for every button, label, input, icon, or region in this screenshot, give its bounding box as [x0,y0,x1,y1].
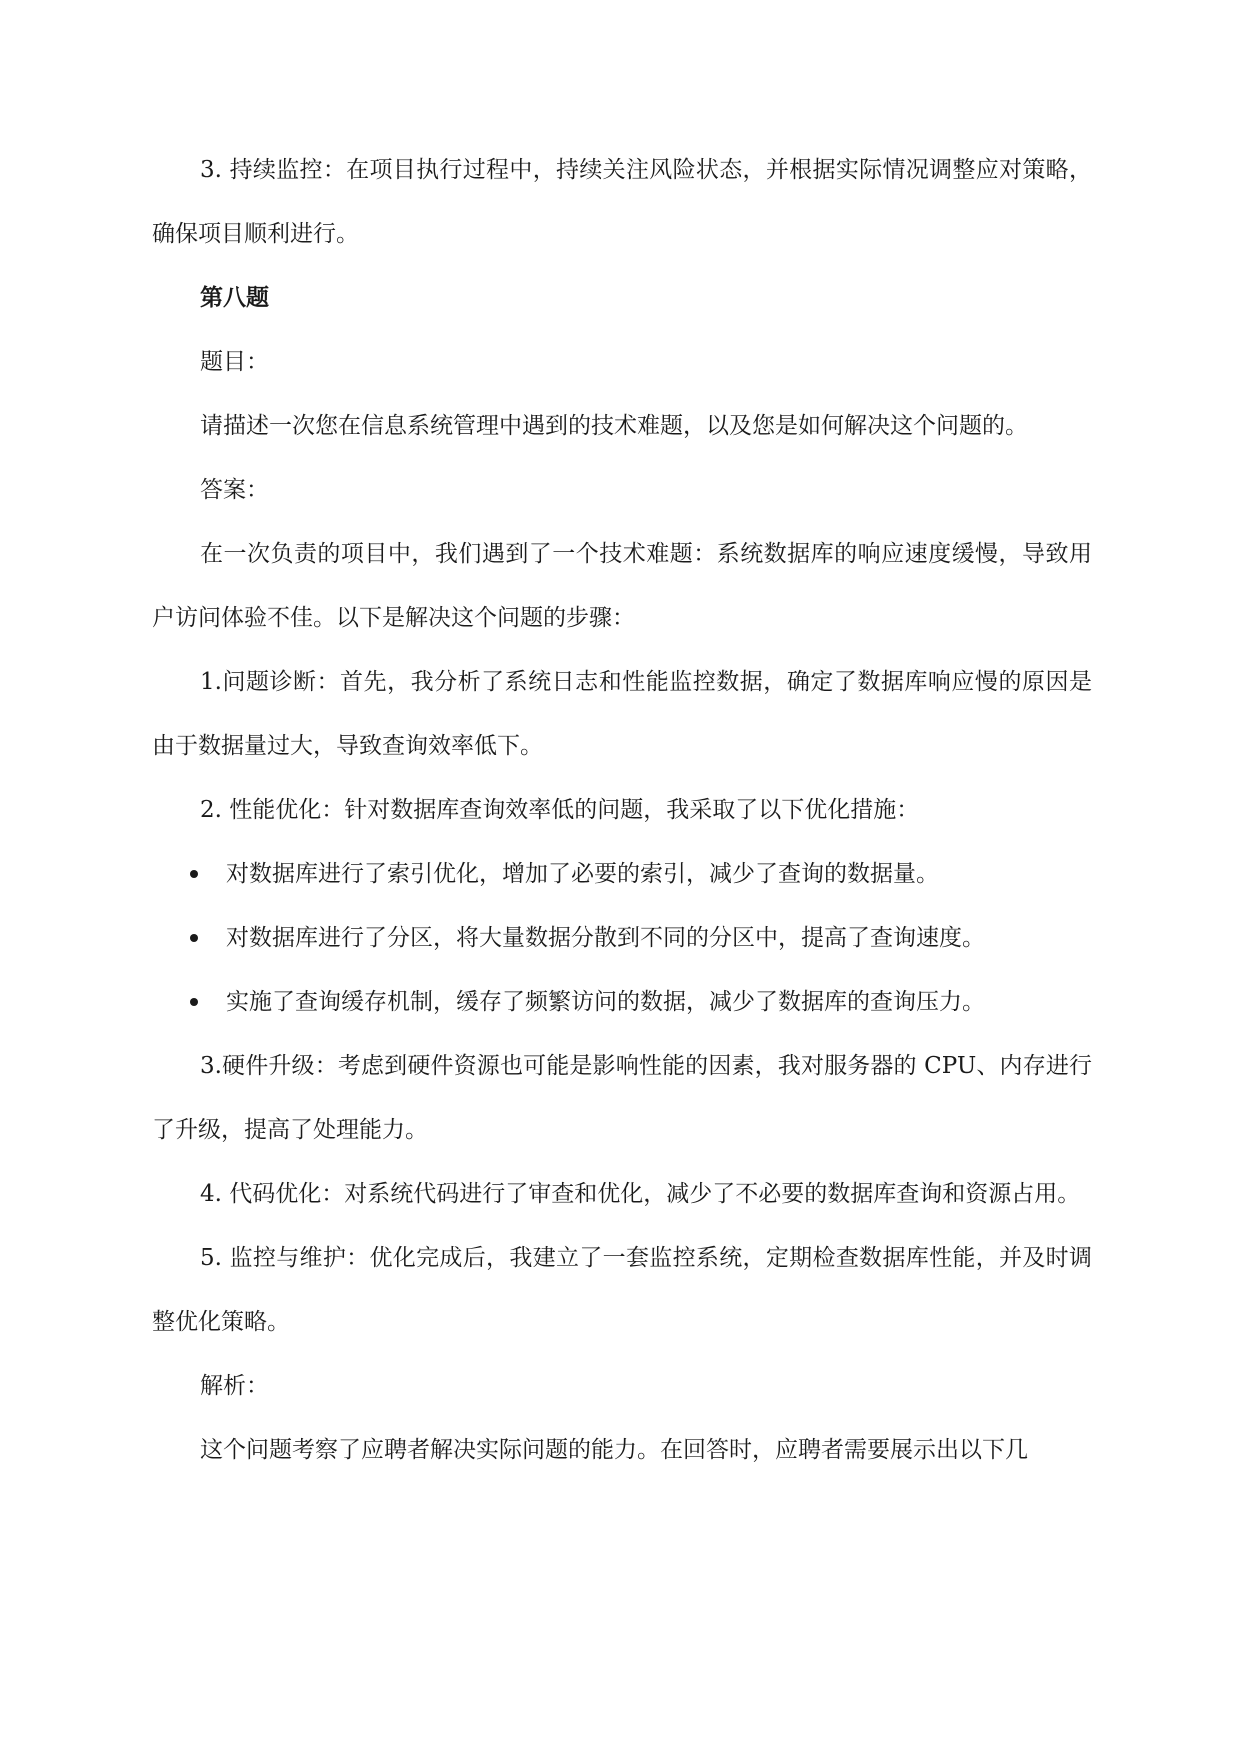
list-item-text: 对数据库进行了分区，将大量数据分散到不同的分区中，提高了查询速度。 [226,925,985,951]
step-monitoring-maintenance: 5. 监控与维护：优化完成后，我建立了一套监控系统，定期检查数据库性能，并及时调整优化策略。 [152,1245,1092,1335]
step-code-optimization: 4. 代码优化：对系统代码进行了审查和优化，减少了不必要的数据库查询和资源占用。 [200,1181,1081,1207]
question-label: 题目： [200,349,269,375]
step-hardware-upgrade: 3.硬件升级：考虑到硬件资源也可能是影响性能的因素，我对服务器的 CPU、内存进行了升级，提高了处理能力。 [152,1053,1092,1143]
answer-intro: 在一次负责的项目中，我们遇到了一个技术难题：系统数据库的响应速度缓慢，导致用户访问体验不佳。以下是解决这个问题的步骤： [152,541,1092,631]
optimization-item-cache [152,970,1092,1034]
optimization-list [152,842,1092,1034]
document-body [152,138,1092,1482]
bullet-icon [190,934,198,942]
list-item-text: 对数据库进行了索引优化，增加了必要的索引，减少了查询的数据量。 [226,861,939,887]
answer-label: 答案： [200,477,269,503]
step-performance-optimization: 2. 性能优化：针对数据库查询效率低的问题，我采取了以下优化措施： [200,797,920,823]
analysis-label: 解析： [200,1373,269,1399]
analysis-text: 这个问题考察了应聘者解决实际问题的能力。在回答时，应聘者需要展示出以下几 [200,1437,1028,1463]
question-heading: 第八题 [200,284,269,311]
optimization-item-index [152,842,1092,906]
paragraph-continuous-monitoring: 3. 持续监控：在项目执行过程中，持续关注风险状态，并根据实际情况调整应对策略，确保项目顺利进行。 [152,157,1092,247]
list-item-text: 实施了查询缓存机制，缓存了频繁访问的数据，减少了数据库的查询压力。 [226,989,985,1015]
optimization-item-partition [152,906,1092,970]
question-text: 请描述一次您在信息系统管理中遇到的技术难题，以及您是如何解决这个问题的。 [200,413,1028,439]
step-diagnosis: 1.问题诊断：首先，我分析了系统日志和性能监控数据，确定了数据库响应慢的原因是由于数据量过大，导致查询效率低下。 [152,669,1092,759]
bullet-icon [190,998,198,1006]
bullet-icon [190,870,198,878]
